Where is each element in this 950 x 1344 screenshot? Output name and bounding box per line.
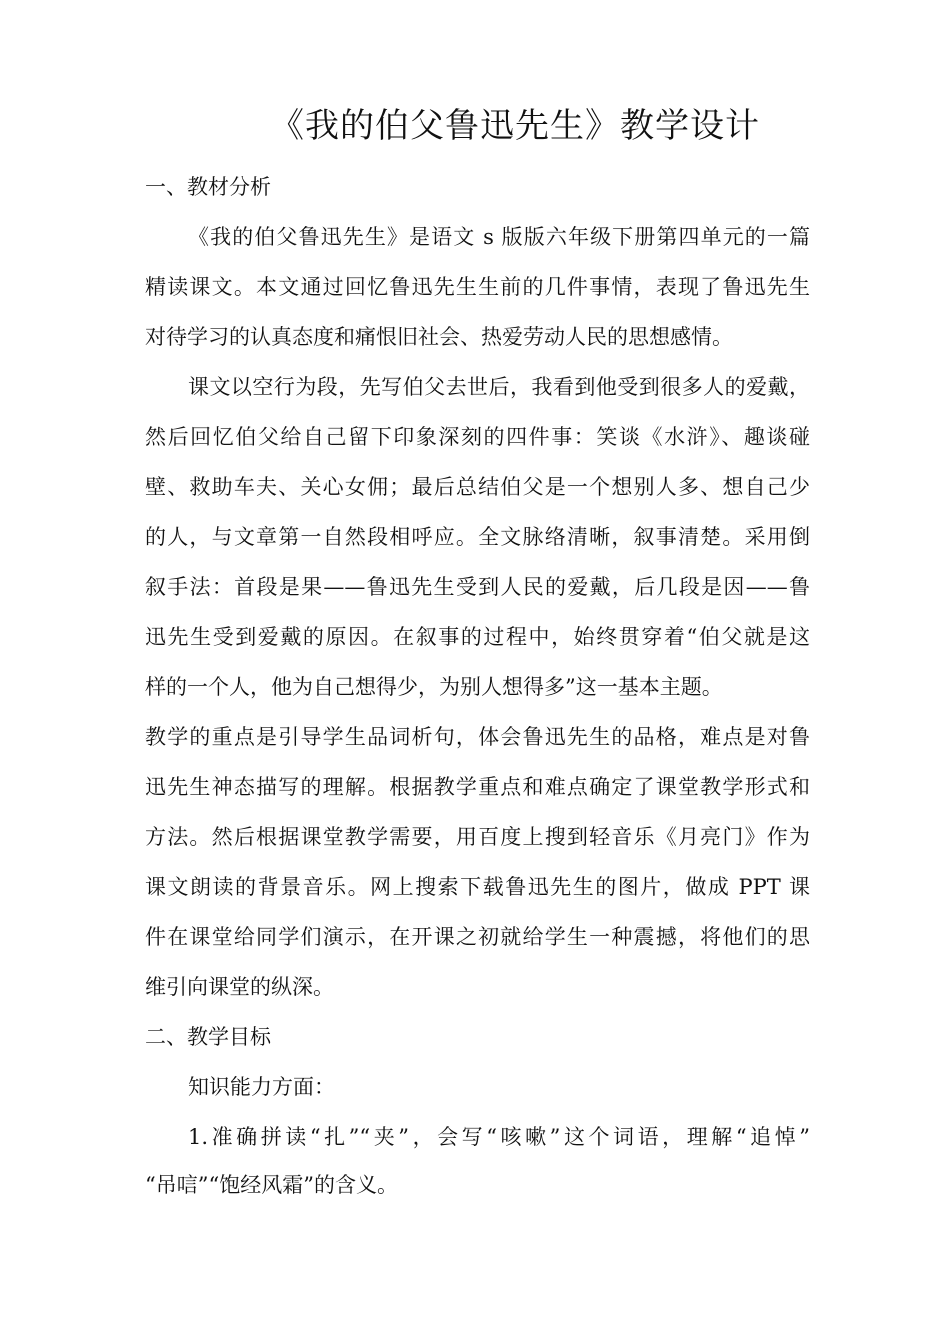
- paragraph-line: 的人，与文章第一自然段相呼应。全文脉络清晰，叙事清楚。采用倒: [145, 525, 810, 549]
- paragraph-line: 件在课堂给同学们演示，在开课之初就给学生一种震撼，将他们的思: [145, 925, 810, 949]
- paragraph-line: 维引向课堂的纵深。: [145, 975, 334, 999]
- paragraph-line: 样的一个人，他为自己想得少，为别人想得多”这一基本主题。: [145, 675, 723, 699]
- paragraph-line: 精读课文。本文通过回忆鲁迅先生生前的几件事情，表现了鲁迅先生: [145, 275, 810, 299]
- subheading-knowledge: 知识能力方面：: [188, 1075, 335, 1099]
- paragraph-line: 课文以空行为段，先写伯父去世后，我看到他受到很多人的爱戴，: [188, 375, 810, 399]
- objective-item-line: 1.准确拼读“扎”“夹”，会写“咳嗽”这个词语，理解“追悼”: [188, 1125, 810, 1149]
- paragraph-line: 迅先生受到爱戴的原因。在叙事的过程中，始终贯穿着“伯父就是这: [145, 625, 810, 649]
- paragraph-line: 对待学习的认真态度和痛恨旧社会、热爱劳动人民的思想感情。: [145, 325, 733, 349]
- section-heading-analysis: 一、教材分析: [145, 175, 271, 199]
- paragraph-line: 叙手法：首段是果——鲁迅先生受到人民的爱戴，后几段是因——鲁: [145, 575, 810, 599]
- paragraph-line: 方法。然后根据课堂教学需要，用百度上搜到轻音乐《月亮门》作为: [145, 825, 810, 849]
- paragraph-line: 《我的伯父鲁迅先生》是语文 s 版版六年级下册第四单元的一篇: [188, 225, 810, 249]
- objective-item-line: “吊唁”“饱经风霜”的含义。: [145, 1173, 398, 1197]
- paragraph-line: 然后回忆伯父给自己留下印象深刻的四件事：笑谈《水浒》、趣谈碰: [145, 425, 810, 449]
- paragraph-line: 迅先生神态描写的理解。根据教学重点和难点确定了课堂教学形式和: [145, 775, 810, 799]
- document-title: 《我的伯父鲁迅先生》教学设计: [270, 106, 760, 146]
- section-heading-objectives: 二、教学目标: [145, 1025, 271, 1049]
- paragraph-line: 课文朗读的背景音乐。网上搜索下载鲁迅先生的图片，做成 PPT 课: [145, 875, 810, 899]
- paragraph-line: 壁、救助车夫、关心女佣；最后总结伯父是一个想别人多、想自己少: [145, 475, 810, 499]
- paragraph-line: 教学的重点是引导学生品词析句，体会鲁迅先生的品格，难点是对鲁: [145, 725, 810, 749]
